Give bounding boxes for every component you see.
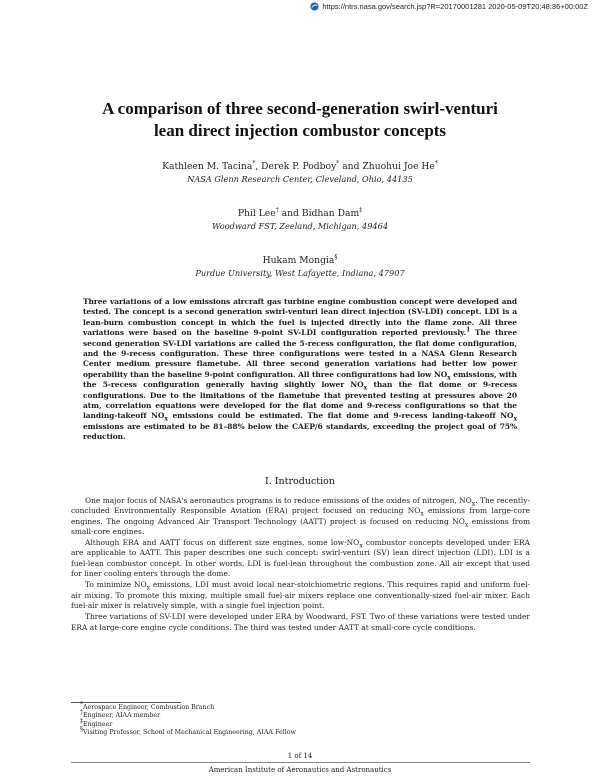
footnote-divider — [71, 702, 181, 703]
author-mark: * — [252, 159, 256, 167]
intro-paragraph-3: To minimize $NO_x$ emissions, LDI must avoid local near-stoichiometric regions. This requires rapid and uniform fuel-air mixing. To promote this mixing, multiple small fuel-air mixers replace one conventionally-sized fuel-air mixer. Each fuel-air mixer is relatively simple, with a single fuel injection point. — [71, 580, 530, 610]
author-mark: * — [336, 159, 340, 167]
page-number: 1 of 14 — [287, 752, 313, 760]
author-group-2 — [60, 207, 540, 232]
author-names-2: Phil Lee† and Bidhan Dam‡ — [237, 206, 363, 219]
reference-mark[interactable]: 1 — [466, 326, 471, 334]
footnote-item: *Aerospace Engineer, Combustion Branch — [80, 700, 215, 711]
abstract: Three variations of a low emissions aircraft gas turbine engine combustion concept were developed and tested. The concept is a second generation swirl-venturi lean direct injection (SV-LDI) concept. LDI is a lean-burn combustion concept in which the fuel is injected directly into the flame zone. All three variations were based on the baseline 9-point SV-LDI configuration reported previously.$^1$ The three second generation SV-LDI variations are called the 5-recess configuration, the flat dome configuration, and the 9-recess configuration. These three configurations were tested in a NASA Glenn Research Center medium pressure flametube. All three second generation variations had better low power operability than the baseline 9-point configuration. All three configurations had low $NO_x$ emissions, with the 5-recess configuration generally having slightly lower $NO_x$ than the flat dome or 9-recess configurations. Due to the limitations of the flametube that prevented testing at pressures above 20 atm, correlation equations were developed for the flat dome and 9-recess configurations so that the landing-takeoff $NO_x$ emissions could be estimated. The flat dome and 9-recess landing-takeoff $NO_x$ emissions are estimated to be 81–88% below the CAEP/6 standards, exceeding the project goal of 75% reduction. — [83, 297, 518, 442]
author-name: Zhuohui Joe He — [362, 161, 435, 172]
footnote-item: ‡Engineer — [80, 717, 113, 728]
affiliation-3: Purdue University, West Lafayette, Indiana, 47907 — [195, 268, 405, 278]
ntrs-header-bar — [310, 2, 588, 11]
footnote-item: †Engineer, AIAA member — [80, 709, 161, 720]
author-names-1: Kathleen M. Tacina*, Derek P. Podboy* and Zhuohui Joe He* — [162, 159, 438, 172]
title-line-1: A comparison of three second-generation swirl-venturi — [102, 99, 498, 118]
author-name: Kathleen M. Tacina — [162, 161, 253, 172]
affiliation-1: NASA Glenn Research Center, Cleveland, Ohio, 44135 — [187, 174, 413, 184]
section-heading-introduction: I. Introduction — [265, 476, 335, 487]
paper-title — [60, 98, 540, 142]
author-group-1 — [60, 160, 540, 185]
author-name: Phil Lee — [237, 208, 276, 219]
intro-paragraph-2: Although ERA and AATT focus on different size engines, some low-$NO_x$ combustor concepts developed under ERA are applicable to AATT. This paper describes one such concept: swirl-venturi (SV) lean direct injection (LDI). LDI is a fuel-lean combustor concept. In other words, LDI is fuel-lean throughout the combustion zone. All air except that used for liner cooling enters through the dome. — [71, 538, 530, 579]
author-group-3 — [60, 254, 540, 279]
author-names-3 — [60, 254, 540, 267]
footnotes — [80, 700, 520, 738]
author-mark: § — [334, 253, 338, 261]
footnote-item: §Visiting Professor, School of Mechanical Engineering, AIAA Fellow — [80, 726, 296, 737]
footer-divider — [71, 762, 530, 763]
intro-paragraph-1: One major focus of NASA's aeronautics programs is to reduce emissions of the oxides of nitrogen, $NO_x$. The recently-concluded Environmentally Responsible Aviation (ERA) project focused on reducing $NO_x$ emissions from large-core engines. The ongoing Advanced Air Transport Technology (AATT) project is focused on reducing $NO_x$ emissions from small-core engines. — [71, 496, 531, 536]
author-name: Derek P. Podboy — [261, 161, 337, 172]
author-name: Bidhan Dam — [301, 208, 360, 219]
author-mark: ‡ — [359, 206, 363, 214]
footer-publisher: American Institute of Aeronautics and Astronautics — [208, 766, 392, 774]
ntrs-logo-icon — [310, 2, 319, 11]
ntrs-url-text[interactable]: https://ntrs.nasa.gov/search.jsp?R=20170001281 2020-05-09T20:48:36+00:00Z — [322, 2, 588, 11]
introduction-body — [71, 496, 530, 634]
author-name: Hukam Mongia — [262, 255, 335, 266]
intro-paragraph-4: Three variations of SV-LDI were developed under ERA by Woodward, FST. Two of these variations were tested under ERA at large-core engine cycle conditions. The third was tested under AATT at small-core cycle conditions. — [71, 612, 530, 632]
title-line-2: lean direct injection combustor concepts — [153, 121, 447, 140]
affiliation-2: Woodward FST, Zeeland, Michigan, 49464 — [211, 221, 389, 231]
author-mark: * — [434, 159, 438, 167]
author-mark: † — [275, 206, 279, 214]
